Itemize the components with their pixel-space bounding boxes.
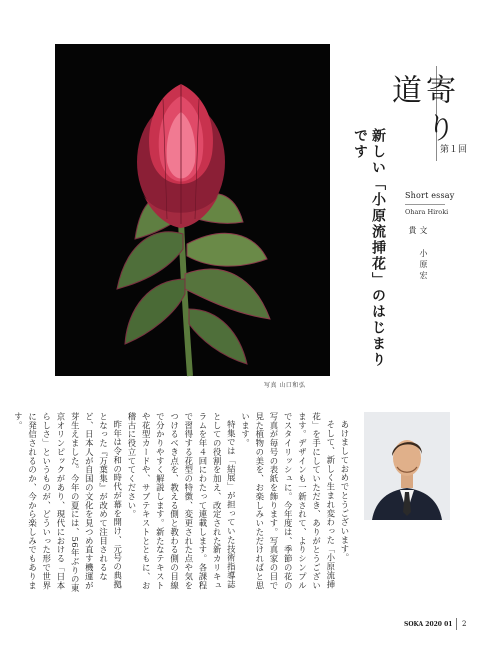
series-title: 寄り道 bbox=[386, 74, 455, 150]
divider bbox=[405, 204, 445, 205]
essay-label: Short essay bbox=[405, 191, 455, 200]
paragraph: 昨年は令和の時代が幕を開け、元号の典拠となった『万葉集』が改めて注目されるなど、日本人が自国の文化を見つめ直す機運が芽生えました。今年の夏には、56年ぶりの東京オリンピックがあり、現代における「日本らしさ」というものが、どういった形で世界に発信されるのか、今から楽しみでもあります。 bbox=[13, 412, 123, 593]
page-number: 2 bbox=[462, 620, 467, 628]
footer-separator bbox=[456, 618, 457, 630]
paragraph: そして、新しく生まれ変わった「小原流挿花」を手にしていただき、ありがとうございます。デザインも一新されて、よりシンプルでスタイリッシュに。今年度は、季節の花の写真が毎号の表紙を飾ります。写真家の目で見た植物の美を、お楽しみいただければと思います。 bbox=[240, 412, 336, 590]
photo-credit: 写真 山口和弘 bbox=[264, 382, 306, 389]
paragraph: 特集では「結展」が担っていた技術指導誌としての役割を加え、改定された新カリキュラムを年４回にわたって連載します。各課程で習得する花型の特徴、変更された点や気をつけるべき点を、教える側と教わる側の目線で分かりやすく解説します。新たなテキストや花型カードや、サブテキストとともに、お稽古に役立ててください。 bbox=[126, 412, 237, 590]
protea-flower-illustration bbox=[55, 44, 330, 376]
paragraph: あけましておめでとうございます。 bbox=[340, 420, 350, 563]
author-name-roman: Ohara Hiroki bbox=[405, 208, 449, 216]
byline: 文 小原宏貴 bbox=[408, 226, 428, 282]
essay-body bbox=[13, 412, 352, 597]
article-title: 新しい「小原流挿花」のはじまりです bbox=[352, 128, 386, 368]
portrait-illustration bbox=[364, 412, 450, 520]
author-portrait bbox=[364, 412, 450, 520]
footer-magazine: SOKA 2020 01 bbox=[404, 621, 453, 628]
protea-photo bbox=[55, 44, 330, 376]
series-number: 第１回 bbox=[440, 145, 468, 155]
